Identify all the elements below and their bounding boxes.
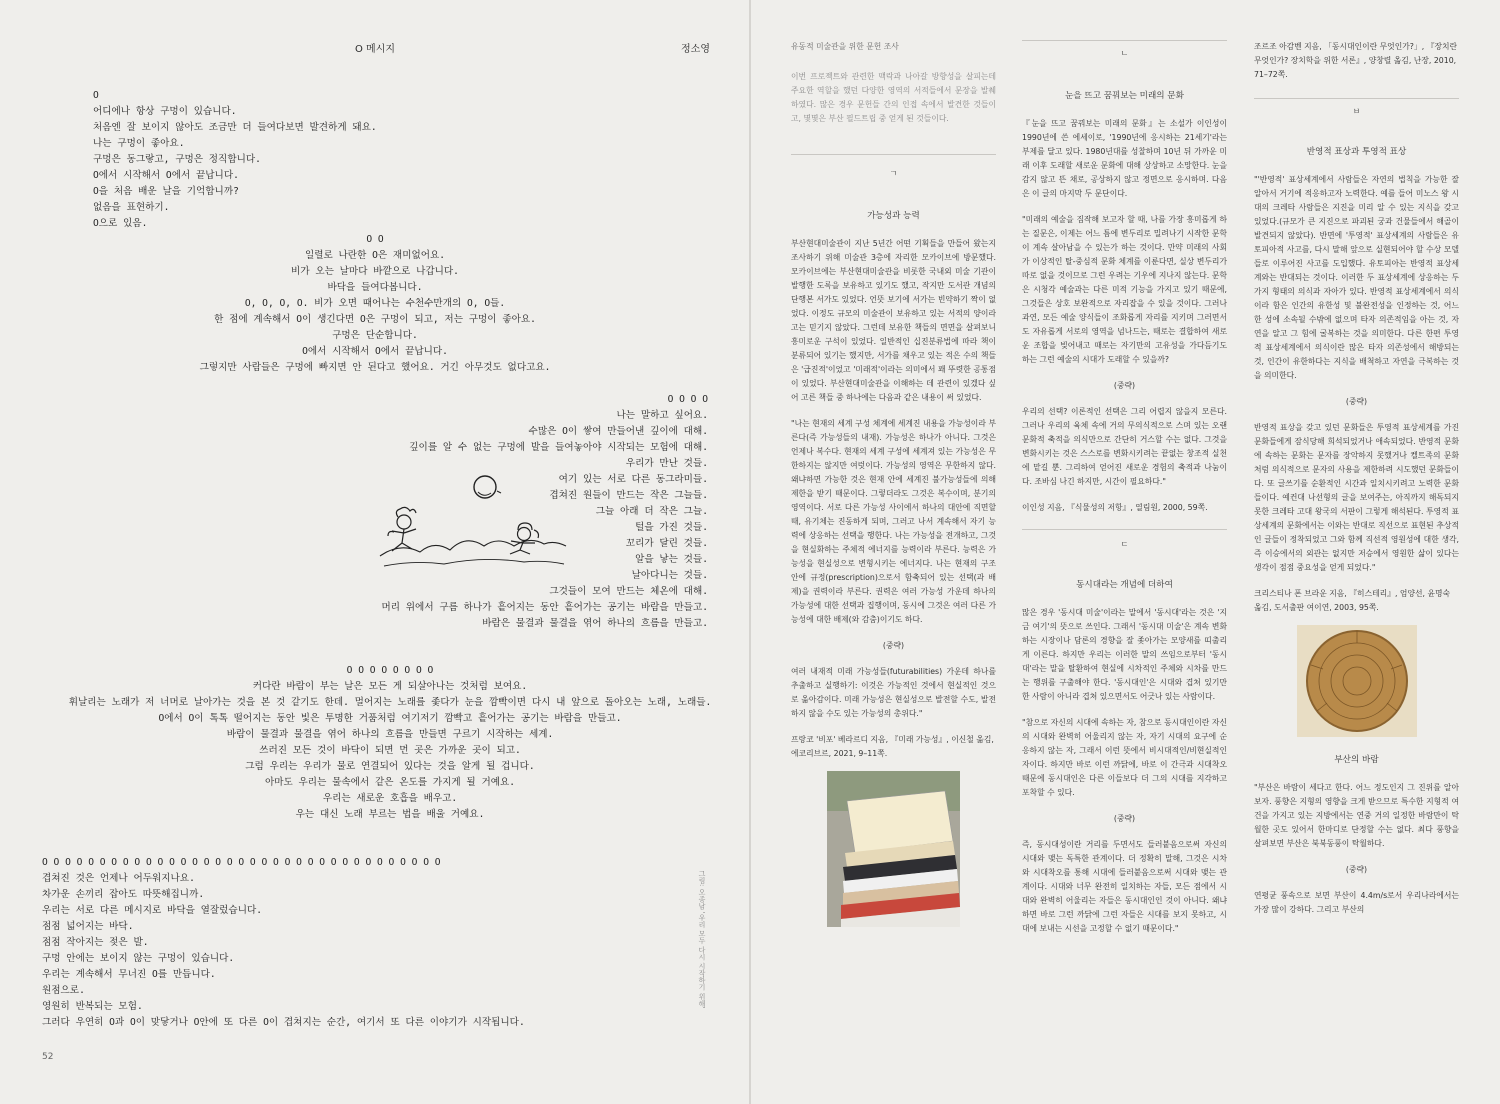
quote-paragraph: 즉, 동시대성이란 거리를 두면서도 들러붙음으로써 자신의 시대와 맺는 독특한 관계이다. 더 정확히 말해, 그것은 시차와 시대착오를 통해 시대에 들러붙음으로써 시대와 맺는 관계이다. 시대와 너무 완전히 일치하는 자들, 모든 점에서 시대와 완벽히 어울리는 자들은 동시대인인 것이 아니다. 왜냐하면 바로 그런 까닭에 그런 자들은 시대를 보지 못하고, 시대에 보내는 시선을 고정할 수 없기 때문이다." [1022, 840, 1227, 933]
poem-line: 커다란 바람이 부는 날은 모든 게 되살아나는 것처럼 보여요. [252, 681, 528, 692]
page-header-title: O 메시지 [354, 44, 396, 55]
poem-line: O O O O O O O O O O O O O O O O O O O O O O O O O O O O O O O O O O O [42, 857, 441, 868]
poem-line: 아마도 우리는 물속에서 같은 온도를 가지게 될 거예요. [264, 777, 516, 788]
poem-line: 우리는 서로 다른 메시지로 바닥을 열잘렀습니다. [42, 905, 263, 916]
poem-line: 꼬리가 달린 것들. [625, 538, 708, 549]
citation: 조르조 아감벤 지음, 「동시대인이란 무엇인가?」, 『장치란 무엇인가? 장치학을 위한 서론』, 양창렬 옮김, 난장, 2010, 71–72쪽. [1254, 42, 1458, 79]
left-page [0, 0, 749, 1104]
quote-paragraph: 여러 내재적 미래 가능성들(futurabilities) 가운데 하나를 추출하고 실행하기: 이것은 가능적인 것에서 현실적인 것으로 옮아감이다. 미래 가능성은 현실성으로 발전할 수도, 발전하지 않을 수도 있는 가능성의 총위다." [791, 667, 996, 718]
body-paragraph: 부산현대미술관이 지난 5년간 어떤 기획들을 만들어 왔는지 조사하기 위해 미술관 3층에 자리한 모카이브에 방문했다. 모카이브에는 부산현대미술관을 비롯한 국내외 미술 기관이 발행한 도록을 보유하고 있기도 했고, 작지만 도서관 개념의 단행본 서가도 있었다. 언뜻 보기에 서가는 빈약하기 짝이 없었다. 이정도 규모의 미술관이 보유하고 있는 서적의 양이라고는 믿기지 않았다. 그런데 보유한 책들의 면면을 살펴보니 흥미로운 구석이 있었다. 일반적인 십진분류법에 따라 책이 분류되어 있기는 했지만, 서가를 채우고 있는 적은 수의 책들은 '급진적'이었고 '미래적'이라는 의미에서 꽤 뚜렷한 공통점이 있었다. 부산현대미술관을 이해하는 데 관련이 있겠다 싶어 고른 책들 중 하나에는 다음과 같은 내용이 써 있었다. [791, 239, 996, 402]
divider [791, 154, 996, 155]
text-column-1 [791, 40, 996, 927]
poem-line: O [93, 90, 99, 101]
ellipsis-marker: (중략) [1345, 397, 1368, 406]
poem-line: 털을 가진 것들. [635, 522, 708, 533]
poem-line: 우리는 계속해서 무너진 O를 만듭니다. [42, 969, 216, 980]
ellipsis-marker: (중략) [1113, 814, 1136, 823]
poem-line: 우는 대신 노래 부르는 법을 배울 거예요. [295, 809, 485, 820]
section-letter: ㅂ [1352, 107, 1361, 116]
poem-line: 여기 있는 서로 다른 동그라미들. [558, 474, 708, 485]
poem-line: 날아다니는 것들. [631, 570, 708, 581]
poem-line: O에서 시작해서 O에서 끝납니다. [302, 346, 448, 357]
section-title: 눈을 뜨고 꿈꿔보는 미래의 문화 [1065, 91, 1184, 101]
poem-line: 원점으로. [42, 985, 85, 996]
text-column-3 [1254, 40, 1459, 929]
section-letter: ㄴ [1120, 49, 1129, 58]
poem-line: 점점 작아지는 젖은 발. [42, 937, 149, 948]
poem-line: 일렬로 나란한 O은 재미없어요. [304, 250, 446, 261]
section-label: 유동적 미술관을 위한 문헌 조사 [791, 42, 899, 51]
poem-line: 우리가 만난 것들. [625, 458, 708, 469]
poem-line: 차가운 손끼리 잡아도 따뜻해집니까. [42, 889, 205, 900]
poem-stanza-2 [150, 232, 600, 376]
intro-paragraph: 이번 프로젝트와 관련한 맥락과 나아갈 방향성을 살피는데 주요한 역할을 했던 다양한 영역의 서적들에서 문장을 발췌하였다. 많은 경우 문헌들 간의 인접 속에서 발견한 것들이고, 몇몇은 부산 필드트립 중 얻게 된 것들이다. [791, 72, 996, 123]
poem-line: O으로 있음. [93, 218, 148, 229]
poem-line: 바닥을 들여다봅니다. [327, 282, 423, 293]
poem-line: O O O O [667, 394, 708, 405]
poem-line: 점점 넓어지는 바닥. [42, 921, 134, 932]
text-column-2 [1022, 40, 1227, 948]
poem-line: 쓰러진 모든 것이 바닥이 되면 먼 곳은 가까운 곳이 되고. [259, 745, 521, 756]
phaistos-disc-photo [1297, 625, 1417, 737]
poem-stanza-4 [40, 663, 740, 823]
poem-line: 그러다 우연히 O과 O이 맞닿거나 O안에 또 다른 O이 겹쳐지는 순간, 여기서 또 다른 이야기가 시작됩니다. [42, 1017, 525, 1028]
quote-paragraph: 반영적 표상을 갖고 있던 문화들은 투영적 표상세계를 가진 문화들에게 잠식당해 희석되었거나 애속되었다. 반영적 문화에 속하는 문화는 문자를 장악하지 못했거나 켈트족의 문화처럼 의식적으로 문자의 사용을 제한하려 시도했던 문화들이다. 또 글쓰기를 순환적인 시간과 일치시키려고 노력한 문화들이다. 예컨대 나선형의 글을 보여주는, 아직까지 해독되지 못한 크레타 고대 왕국의 서판이 그렇게 해석된다. 투영적 표상세계의 문화에서는 이와는 반대로 직선으로 표현된 추상적인 글들이 정착되었고 그와 함께 직선적 영원성에 대한 생각, 즉 이승에서의 외관는 없지만 저승에서 영원한 삶이 있다는 생각이 점점 중요성을 얻게 되었다." [1254, 423, 1459, 572]
poem-line: 영원히 반복되는 모험. [42, 1001, 143, 1012]
poem-line: 비가 오는 날마다 바깥으로 나갑니다. [291, 266, 459, 277]
divider [1022, 529, 1227, 530]
quote-paragraph: "부산은 바람이 세다고 한다. 어느 정도인지 그 진위를 알아보자. 풍향은 지형의 영향을 크게 받으므로 특수한 지형적 여건을 가지고 있는 지방에서는 연중 거의 일정한 바람만이 탁월한 곳도 있어서 한마디로 단정할 수는 없다. 최다 풍향을 살펴보면 부산은 북북동풍이 탁월하다. [1254, 783, 1459, 848]
poem-line: 그럼 우리는 우리가 물로 연결되어 있다는 것을 알게 될 겁니다. [245, 761, 535, 772]
book-stack-photo [827, 771, 960, 927]
poem-line: 한 점에 계속해서 O이 생긴다면 O은 구멍이 되고, 저는 구멍이 좋아요. [214, 314, 536, 325]
poem-line: 그것들이 모여 만드는 체온에 대해. [549, 586, 708, 597]
poem-line: O을 처음 배운 날을 기억합니까? [93, 186, 239, 197]
poem-line: 구멍은 단순합니다. [332, 330, 418, 341]
citation: 이인성 지음, 『식물성의 저항』, 열림원, 2000, 59쪽. [1022, 503, 1208, 512]
poem-line: 수많은 O이 쌓여 만들어낸 깊이에 대해. [528, 426, 708, 437]
quote-paragraph: "나는 현재의 세계 구성 체계에 세계진 내용을 가능성이라 부른다(즉 가능성들의 내재). 가능성은 하나가 아니다. 그것은 언제나 복수다. 현재의 세계 구성에 세계져 있는 가능성은 무한하지는 않지만 여럿이다. 가능성의 영역은 무한하지 않다. 왜냐하면 가능한 것은 현재 안에 세계진 불가능성들에 의해 제한을 받기 때문이다. 그렇더라도 그것은 복수이며, 분기의 영역이다. 서로 다른 가능성 사이에서 하나의 대안에 직면할 때, 유기체는 진동하게 되며, 그러고 나서 계속해서 자기 능력에 상응하는 선택을 행한다. 나는 가능성을 전개하고, 그것을 현실화하는 주체적 에너지를 능력이라 부른다. 능력은 가능성을 현실성으로 변형시키는 에너지다. 나는 현재의 구조 안에 규정(prescription)으로서 함축되어 있는 선택(과 배제)을 권력이라 부른다. 권력은 여러 가능성 가운데 하나의 가능성에 대한 선택과 집행이며, 동시에 그것은 여러 다른 가능성에 대한 배제(와 감춤)이기도 하다. [791, 419, 996, 624]
poem-line: 나는 구멍이 좋아요. [93, 138, 185, 149]
poem-line: 구멍 안에는 보이지 않는 구멍이 있습니다. [42, 953, 235, 964]
section-title: 부산의 바람 [1334, 755, 1379, 765]
poem-line: 구멍은 동그랗고, 구멍은 정직합니다. [93, 154, 261, 165]
poem-line: 처음엔 잘 보이지 않아도 조금만 더 들여다보면 발견하게 돼요. [93, 122, 377, 133]
quote-paragraph: 우리의 선택? 이론적인 선택은 그리 어렵지 않을지 모른다. 그러나 우리의 육체 속에 거의 무의식적으로 스며 있는 오랜 문화적 축적을 의식만으로 간단히 거스할 수는 없다. 그것을 변화시키는 것은 스스로를 변화시키려는 끝없는 창조적 실천에 맡길 뿐. 그리하여 얻어진 새로운 경험의 축적과 나눔이다. 조바심 나긴 하지만, 시간이 필요하다." [1022, 407, 1227, 486]
body-paragraph: 많은 경우 '동시대 미술'이라는 말에서 '동시대'라는 것은 '지금 여기'의 뜻으로 쓰인다. 그래서 '동시대 미술'은 계속 변화하는 시장이나 담론의 경향을 잘 좇아가는 모양새를 띠출리게 이른다. 하지만 우리는 이러한 말의 쓰임으로부터 '동시대'라는 말을 탈환하여 현실에 시차적인 주체와 시차를 만드는 행위를 구출해야 한다. '동시대인'은 시대와 겹쳐 있기만 한 사람이 아니라 겹쳐 있으면서도 어긋나 있는 사람이다. [1022, 608, 1227, 701]
poem-line: 알을 낳는 것들. [635, 554, 708, 565]
quote-paragraph: "미래의 예술을 짐작해 보고자 할 때, 나를 가장 흥미롭게 하는 질문은, 이제는 어느 틈에 변두리로 밀려나기 시작한 문학이 계속 살아남을 수 있는가 하는 것이다. 만약 미래의 사회가 이상적인 탈-중심적 문화 체계를 이룬다면, 실상 변두리가 따로 없을 것이므로 그런 우려는 기우에 지나지 않는다. 문학은 시청각 예술과는 다른 미적 기능을 가지고 있기 때문에, 그것들은 상호 보완적으로 자리잡을 수 있을 것이다. 그러나 과연, 모든 예술 양식들이 조화롭게 자리를 지키며 그러면서도 자유롭게 서로의 영역을 넘나드는, 때로는 결합하여 새로운 조합을 빚어내고 때로는 자기만의 고유성을 가다듬기도 하는 그런 예술의 시대가 도래할 수 있을까? [1022, 215, 1227, 364]
poem-line: 그렇지만 사람들은 구멍에 빠지면 안 된다고 했어요. 거긴 아무것도 없다고요. [199, 362, 551, 373]
running-child-right [510, 523, 539, 554]
quote-paragraph: "참으로 자신의 시대에 속하는 자, 참으로 동시대인이란 자신의 시대와 완벽히 어울리지 않는 자, 자기 시대의 요구에 순응하지 않는 자, 그래서 이런 뜻에서 비시대적인/비현실적인 자이다. 하지만 바로 이런 까닭에, 바로 이 간극과 시대착오 때문에 동시대인은 다른 이들보다 더 그의 시대를 지각하고 포착할 수 있다. [1022, 718, 1227, 797]
divider [1254, 98, 1459, 99]
poem-line: 우리는 새로운 호흡을 배우고. [322, 793, 458, 804]
quote-paragraph: "'반영적' 표상세계에서 사람들은 자연의 법칙을 가능한 잘 알아서 거기에 적응하고자 노력한다. 예를 들어 미노스 왕 시대의 크레타 사람들은 지진을 미리 알 수 있는 지식을 갖고 있었다.(규모가 큰 지진으로 파괴된 궁과 건물들에서 해골이 발견되지 않았다). 반면에 '투영적' 표상세계의 사람들은 유토피아적 사고를, 다시 말해 앞으로 실현되어야 할 수상 모델들로 이루어진 사고를 도입했다. 유토피아는 반영적 표상세계와는 반대되는 것이다. 이러한 두 표상세계에 상응하는 두 가지 형태의 의식과 자아가 있다. 반영적 표상세계에서 의식이라 함은 인간의 유한성 및 불완전성을 인정하는 것, 어느 한 성에 소속될 수밖에 없으며 타자 의존적임을 아는 것, 자연을 알고 그 힘에 굴복하는 것을 의미한다. 다른 한편 투영적 표상세계에서 의식이란 많은 타자 의존성에서 해방되는 것, 인간이 유한하다는 지식을 배척하고 자연을 극복하는 것을 의미한다. [1254, 175, 1459, 380]
divider [1022, 40, 1227, 41]
citation: 크리스티나 폰 브라운 지음, 『히스테리』, 엄양선, 윤명숙 옮김, 도서출판 여이연, 2003, 95쪽. [1254, 589, 1451, 612]
poem-line: O O [366, 234, 384, 245]
ellipsis-marker: (중략) [1345, 865, 1368, 874]
ellipsis-marker: (중략) [1113, 381, 1136, 390]
ellipsis-marker: (중략) [882, 641, 905, 650]
poem-line: O O O O O O O O [346, 665, 434, 676]
section-letter: ㄱ [889, 169, 898, 178]
poem-line: 머리 위에서 구름 하나가 흩어지는 동안 흩어가는 공기는 바람을 만들고. [381, 602, 708, 613]
poem-line: 겹쳐진 원들이 만드는 작은 그늘들. [549, 490, 708, 501]
poem-line: 어디에나 항상 구멍이 있습니다. [93, 106, 237, 117]
children-running-illustration [374, 472, 574, 580]
poem-line: 깊이를 알 수 없는 구멍에 발을 들여놓아야 시작되는 모험에 대해. [409, 442, 708, 453]
section-title: 가능성과 능력 [867, 211, 920, 221]
page-header-author: 정소영 [681, 44, 710, 55]
poem-line: 휘날리는 노래가 저 너머로 날아가는 것을 본 것 같기도 한데. 멀어지는 노래를 좇다가 눈을 깜빡이면 다시 내 앞으로 돌아오는 노래, 노래들. [68, 697, 712, 708]
poem-line: O, O, O, O. 비가 오면 때어나는 수천수만개의 O, O들. [244, 298, 506, 309]
poem-line: 바람은 물결과 물결을 엮어 하나의 흐름을 만들고. [482, 618, 708, 629]
poem-line: 나는 말하고 싶어요. [616, 410, 708, 421]
poem-line: O에서 시작해서 O에서 끝납니다. [93, 170, 239, 181]
poem-line: 바람이 물결과 물결을 엮어 하나의 흐름을 만들면 구르기 시작하는 세계. [226, 729, 554, 740]
poem-stanza-1 [93, 88, 377, 232]
body-paragraph: 『눈을 뜨고 꿈꿔보는 미래의 문화』는 소설가 이인성이 1990년에 쓴 에세이로, '1990년에 응시하는 21세기'라는 부제를 달고 있다. 1980년대를 성찰하며 10년 뒤 가까운 미래 이후 도래할 새로운 문화에 대해 상상하고 소망한다. 눈을 감지 않고 뜬 채로, 공상하지 않고 정면으로 응시하며. 다음은 이 글의 마지막 두 문단이다. [1022, 119, 1227, 198]
section-title: 동시대라는 개념에 더하여 [1076, 580, 1173, 590]
section-letter: ㄷ [1120, 540, 1129, 549]
poem-line: 그늘 아래 더 작은 그늘. [595, 506, 708, 517]
quote-paragraph: 연평균 풍속으로 보면 부산이 4.4m/s로서 우리나라에서는 가장 많이 강하다. 그리고 부산의 [1254, 891, 1459, 914]
ball-icon [474, 476, 501, 498]
section-title: 반영적 표상과 투영적 표상 [1306, 147, 1407, 157]
poem-line: 없음을 표현하기. [93, 202, 170, 213]
citation: 프랑코 '비포' 베라르디 지음, 『미래 가능성』, 이신철 옮김, 에코리브르, 2021, 9–11쪽. [791, 735, 994, 758]
running-child-left [388, 507, 416, 551]
poem-line: 겹쳐진 것은 언제나 어두워지나요. [42, 873, 195, 884]
page-number: 52 [42, 1052, 54, 1062]
poem-line: O에서 O이 톡톡 떨어지는 동안 빛은 투명한 거품처럼 여기저기 깜빡고 흩어가는 공기는 바람을 만들고. [158, 713, 622, 724]
vertical-image-caption: 그림: 오종남 '우리 모두 다시 시작하기 위해' [698, 870, 706, 1009]
poem-stanza-5 [42, 855, 525, 1031]
